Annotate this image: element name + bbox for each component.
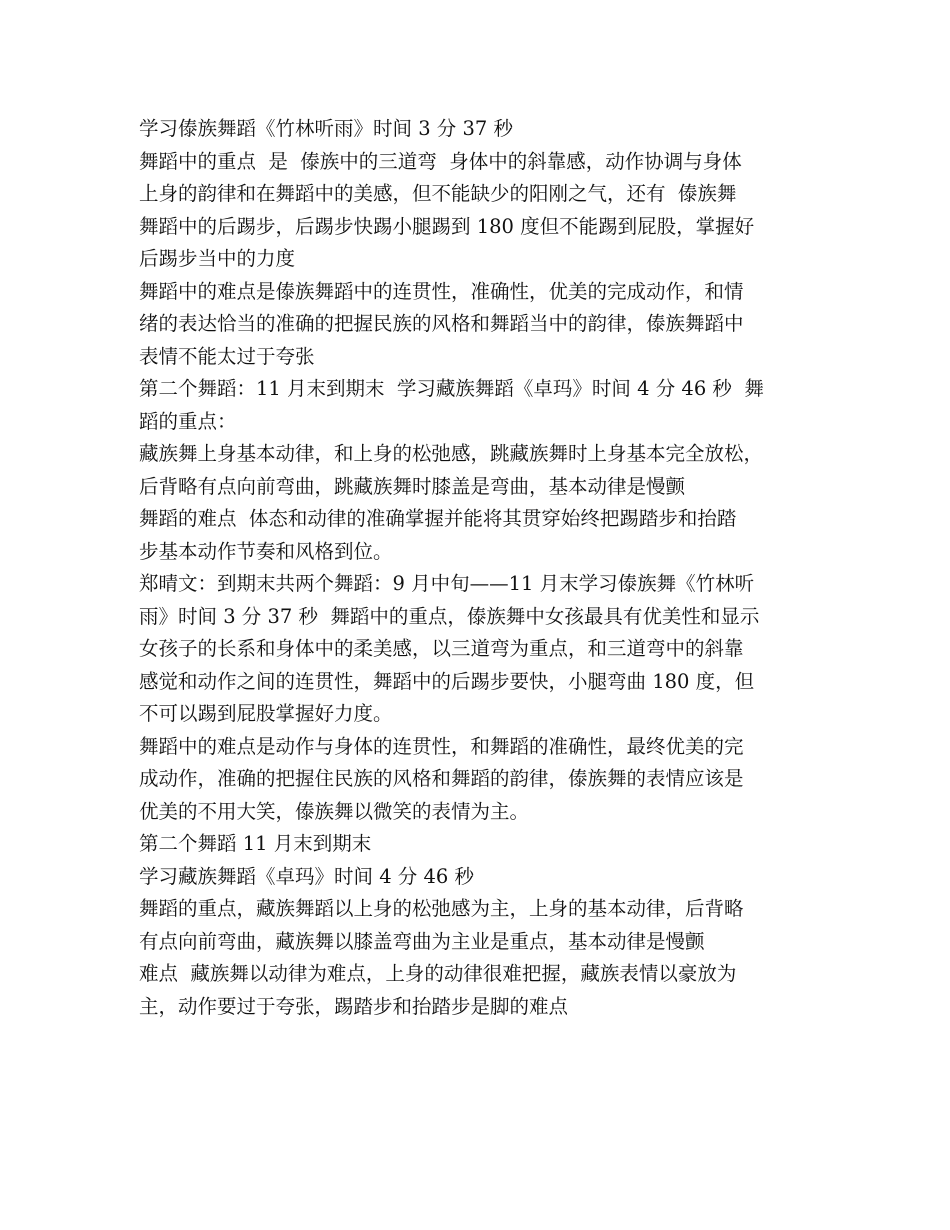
text-line: 主，动作要过于夸张，踢踏步和抬踏步是脚的难点: [139, 994, 569, 1018]
text-line: 舞蹈中的难点是傣族舞蹈中的连贯性，准确性，优美的完成动作，和情: [139, 279, 744, 303]
text-line: 舞蹈的难点 体态和动律的准确掌握并能将其贯穿始终把踢踏步和抬踏: [139, 507, 737, 530]
text-line: 后背略有点向前弯曲，跳藏族舞时膝盖是弯曲，基本动律是慢颤: [139, 474, 686, 498]
text-line: 难点 藏族舞以动律为难点，上身的动律很难把握，藏族表情以豪放为: [139, 962, 737, 985]
text-line: 舞蹈中的后踢步，后踢步快踢小腿踢到 180 度但不能踢到屁股，掌握好: [139, 214, 755, 238]
text-line: 学习傣族舞蹈《竹林听雨》时间 3 分 37 秒: [139, 117, 514, 140]
document-body: [139, 113, 821, 1023]
text-line: 后踢步当中的力度: [139, 247, 296, 270]
text-line: 感觉和动作之间的连贯性，舞蹈中的后踢步要快，小腿弯曲 180 度，但: [139, 669, 755, 693]
text-line: 有点向前弯曲，藏族舞以膝盖弯曲为主业是重点，基本动律是慢颤: [139, 929, 705, 953]
text-line: 女孩子的长系和身体中的柔美感，以三道弯为重点，和三道弯中的斜靠: [139, 637, 744, 660]
text-line: 第二个舞蹈：11 月末到期末 学习藏族舞蹈《卓玛》时间 4 分 46 秒 舞: [139, 377, 764, 400]
text-line: 舞蹈中的难点是动作与身体的连贯性，和舞蹈的准确性，最终优美的完: [139, 734, 744, 758]
text-line: 舞蹈中的重点 是 傣族中的三道弯 身体中的斜靠感，动作协调与身体: [139, 149, 742, 173]
text-line: 不可以踢到屁股掌握好力度。: [139, 702, 393, 725]
text-line: 藏族舞上身基本动律，和上身的松弛感，跳藏族舞时上身基本完全放松，: [139, 442, 764, 465]
text-line: 蹈的重点：: [139, 409, 237, 433]
text-line: 表情不能太过于夸张: [139, 344, 315, 368]
text-line: 郑晴文：到期末共两个舞蹈：9 月中旬——11 月末学习傣族舞《竹林听: [139, 572, 755, 595]
text-line: 绪的表达恰当的准确的把握民族的风格和舞蹈当中的韵律，傣族舞蹈中: [139, 312, 744, 335]
text-line: 成动作，准确的把握住民族的风格和舞蹈的韵律，傣族舞的表情应该是: [139, 767, 744, 790]
text-line: 步基本动作节奏和风格到位。: [139, 539, 393, 563]
text-line: 上身的韵律和在舞蹈中的美感，但不能缺少的阳刚之气，还有 傣族舞: [139, 182, 737, 205]
text-line: 雨》时间 3 分 37 秒 舞蹈中的重点，傣族舞中女孩最具有优美性和显示: [139, 604, 760, 628]
text-line: 舞蹈的重点，藏族舞蹈以上身的松弛感为主，上身的基本动律，后背略: [139, 897, 744, 920]
text-line: 学习藏族舞蹈《卓玛》时间 4 分 46 秒: [139, 864, 475, 888]
text-line: 第二个舞蹈 11 月末到期末: [139, 832, 372, 855]
text-line: 优美的不用大笑，傣族舞以微笑的表情为主。: [139, 799, 530, 823]
